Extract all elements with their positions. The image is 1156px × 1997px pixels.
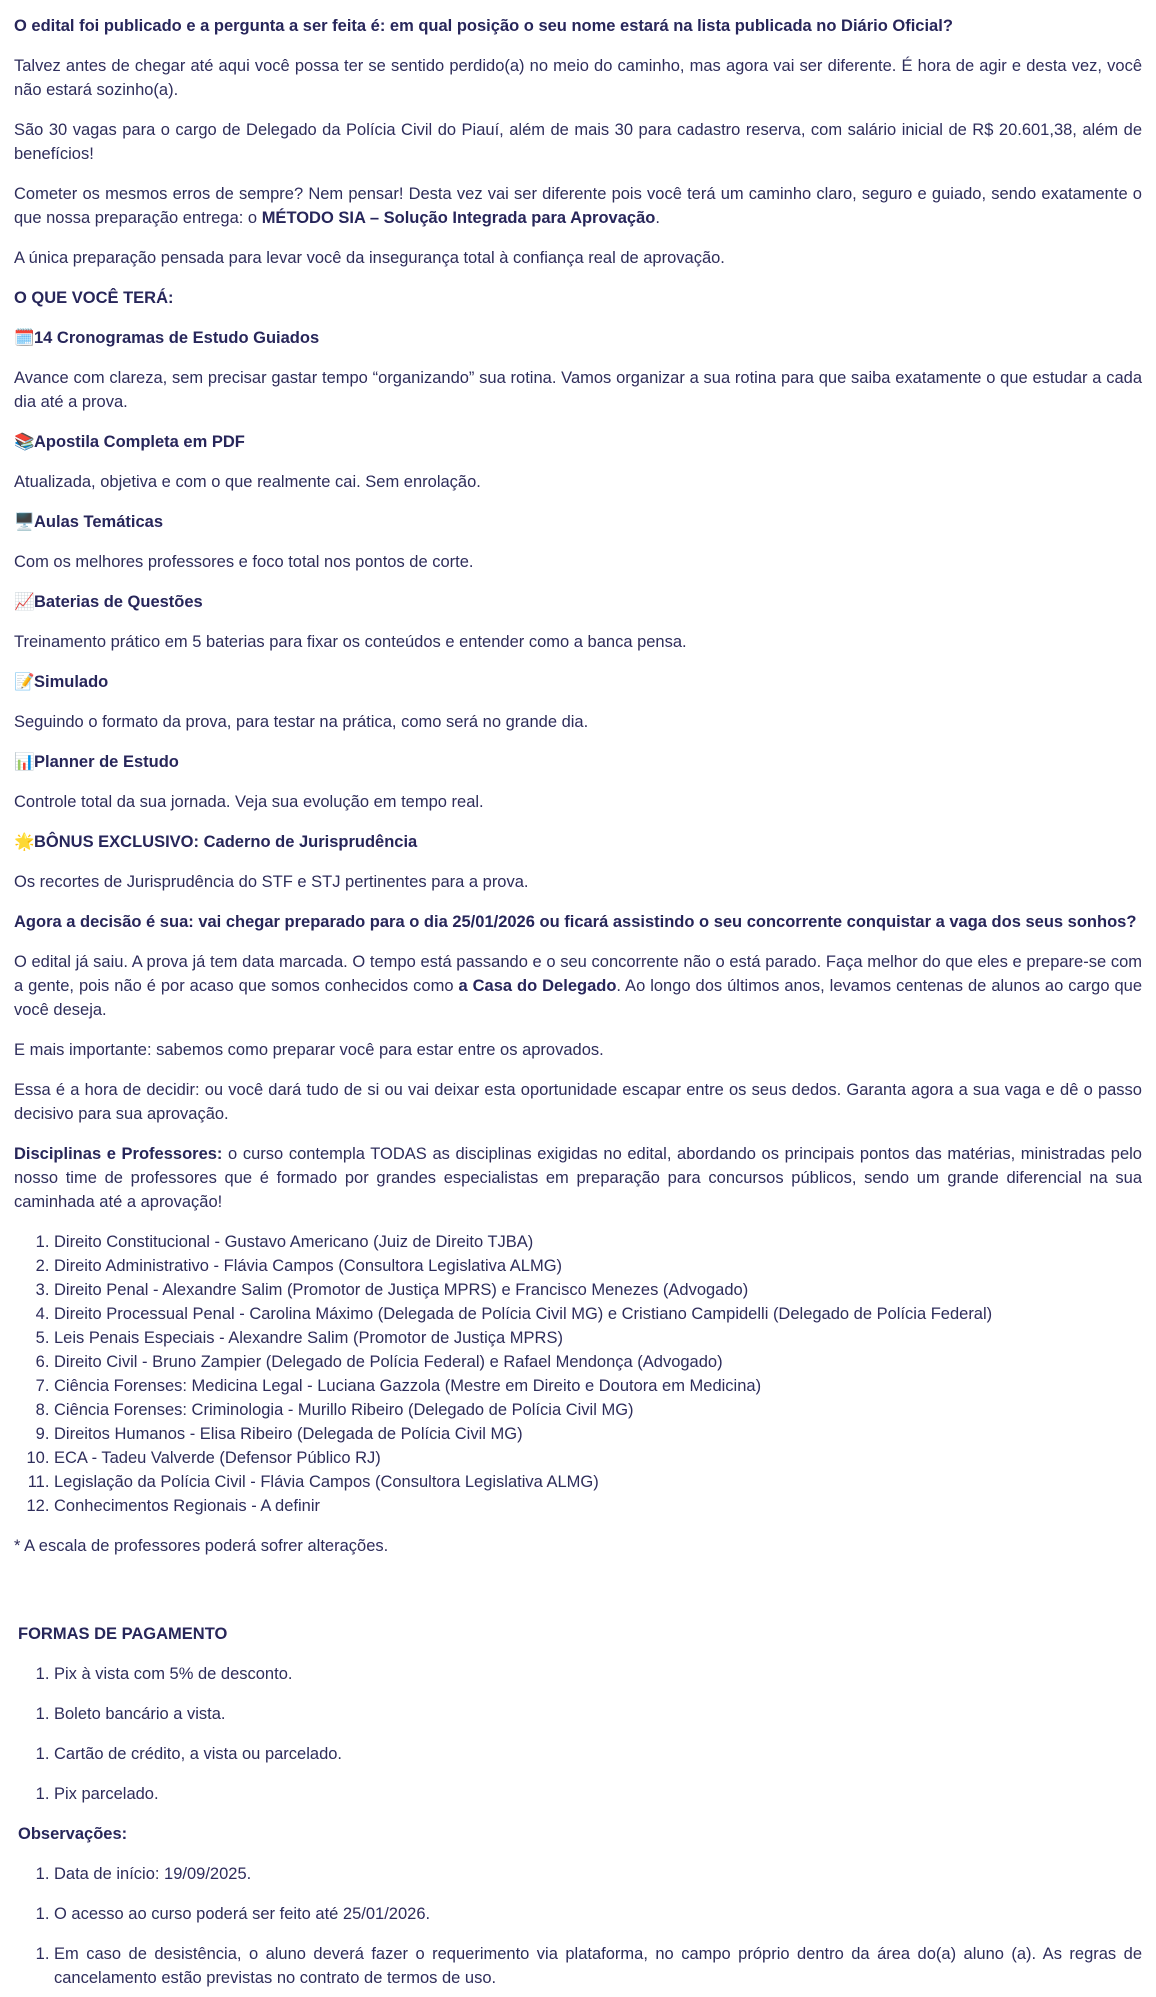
feature-title-text: 14 Cronogramas de Estudo Guiados	[34, 329, 320, 347]
disciplines-label: Disciplinas e Professores:	[14, 1145, 223, 1163]
list-item: 9. Direitos Humanos - Elisa Ribeiro (Delegada de Polícia Civil MG)	[54, 1422, 1142, 1446]
notes-list	[14, 1902, 1142, 1926]
list-item: 4. Direito Processual Penal - Carolina Máximo (Delegada de Polícia Civil MG) e Cristiano Campidelli (Delegado de Polícia Federal)	[54, 1302, 1142, 1326]
list-item: 5. Leis Penais Especiais - Alexandre Salim (Promotor de Justiça MPRS)	[54, 1326, 1142, 1350]
feature-title-text: Planner de Estudo	[34, 753, 179, 771]
notes-list	[14, 1862, 1142, 1886]
notes-heading	[14, 1822, 1142, 1846]
feature-description: Controle total da sua jornada. Veja sua evolução em tempo real.	[14, 793, 484, 811]
list-item: 12. Conhecimentos Regionais - A definir	[54, 1494, 1142, 1518]
feature-title	[14, 590, 1142, 614]
features-list	[14, 326, 1142, 894]
feature-title	[14, 326, 1142, 350]
paragraph-preparation: A única preparação pensada para levar você da insegurança total à confiança real de aprovação.	[14, 249, 725, 267]
payment-list	[14, 1662, 1142, 1686]
paragraph-disciplines	[14, 1142, 1142, 1214]
paragraph-important: E mais importante: sabemos como preparar você para estar entre os aprovados.	[14, 1041, 604, 1059]
feature-description: Avance com clareza, sem precisar gastar tempo “organizando” sua rotina. Vamos organizar a sua rotina para que saiba exatamente o que estudar a cada dia até a prova.	[14, 369, 1142, 411]
feature-description: Os recortes de Jurisprudência do STF e STJ pertinentes para a prova.	[14, 873, 529, 891]
list-item: 2. Direito Administrativo - Flávia Campos (Consultora Legislativa ALMG)	[54, 1254, 1142, 1278]
calendar-icon: 🗓️	[14, 329, 35, 347]
list-item: 1. Data de início: 19/09/2025.	[54, 1862, 1142, 1886]
what-you-get-heading-text: O QUE VOCÊ TERÁ:	[14, 289, 174, 307]
list-item: 11. Legislação da Polícia Civil - Flávia Campos (Consultora Legislativa ALMG)	[54, 1470, 1142, 1494]
list-item: 1. Em caso de desistência, o aluno deverá fazer o requerimento via plataforma, no campo próprio dentro da área do(a) aluno (a). As regras de cancelamento estão previstas no contrato de termos de uso.	[54, 1942, 1142, 1990]
payment-heading	[14, 1622, 1142, 1646]
disciplines-list	[14, 1230, 1142, 1518]
feature-title	[14, 830, 1142, 854]
feature-title	[14, 510, 1142, 534]
method-text-end: .	[655, 209, 660, 227]
feature-title	[14, 670, 1142, 694]
feature-title-text: BÔNUS EXCLUSIVO: Caderno de Jurisprudência	[34, 833, 418, 851]
paragraph-edital	[14, 950, 1142, 1022]
list-item: 6. Direito Civil - Bruno Zampier (Delegado de Polícia Federal) e Rafael Mendonça (Advogado)	[54, 1350, 1142, 1374]
list-item: 3. Direito Penal - Alexandre Salim (Promotor de Justiça MPRS) e Francisco Menezes (Advogado)	[54, 1278, 1142, 1302]
feature-title-text: Baterias de Questões	[34, 593, 203, 611]
list-item: 1. O acesso ao curso poderá ser feito até 25/01/2026.	[54, 1902, 1142, 1926]
chart-up-icon: 📈	[14, 593, 35, 611]
paragraph-intro: Talvez antes de chegar até aqui você possa ter se sentido perdido(a) no meio do caminho, mas agora vai ser diferente. É hora de agir e desta vez, você não estará sozinho(a).	[14, 57, 1142, 99]
method-text: Cometer os mesmos erros de sempre? Nem pensar! Desta vez vai ser diferente pois você terá um caminho claro, seguro e guiado, sendo exatamente o que nossa preparação entrega: o	[14, 185, 1142, 227]
feature-title-text: Apostila Completa em PDF	[34, 433, 245, 451]
feature-title	[14, 430, 1142, 454]
what-you-get-heading	[14, 286, 1142, 310]
books-icon: 📚	[14, 433, 35, 451]
decision-question-text: Agora a decisão é sua: vai chegar preparado para o dia 25/01/2026 ou ficará assistindo o seu concorrente conquistar a vaga dos seus sonhos?	[14, 913, 1137, 931]
feature-description: Com os melhores professores e foco total nos pontos de corte.	[14, 553, 474, 571]
monitor-icon: 🖥️	[14, 513, 35, 531]
payment-list	[14, 1742, 1142, 1766]
list-item: 1. Boleto bancário a vista.	[54, 1702, 1142, 1726]
list-item: 1. Pix parcelado.	[54, 1782, 1142, 1806]
paragraph-decide: Essa é a hora de decidir: ou você dará tudo de si ou vai deixar esta oportunidade escapar entre os seus dedos. Garanta agora a sua vaga e dê o passo decisivo para sua aprovação.	[14, 1081, 1142, 1123]
method-name: MÉTODO SIA – Solução Integrada para Aprovação	[261, 209, 656, 227]
list-item: 1. Cartão de crédito, a vista ou parcelado.	[54, 1742, 1142, 1766]
bar-chart-icon: 📊	[14, 753, 35, 771]
payment-list	[14, 1702, 1142, 1726]
edital-text-end: . Ao longo dos últimos anos, levamos centenas de alunos ao cargo que você deseja.	[14, 977, 1142, 1019]
intro-question-text: O edital foi publicado e a pergunta a ser feita é: em qual posição o seu nome estará na lista publicada no Diário Oficial?	[14, 17, 953, 35]
paragraph-vacancies: São 30 vagas para o cargo de Delegado da Polícia Civil do Piauí, além de mais 30 para cadastro reserva, com salário inicial de R$ 20.601,38, além de benefícios!	[14, 121, 1142, 163]
payment-heading-text: FORMAS DE PAGAMENTO	[18, 1625, 228, 1643]
list-item: 8. Ciência Forenses: Criminologia - Murillo Ribeiro (Delegado de Polícia Civil MG)	[54, 1398, 1142, 1422]
feature-description: Seguindo o formato da prova, para testar na prática, como será no grande dia.	[14, 713, 589, 731]
feature-title-text: Aulas Temáticas	[34, 513, 164, 531]
edital-text: O edital já saiu. A prova já tem data marcada. O tempo está passando e o seu concorrente não o está parado. Faça melhor do que eles e prepare-se com a gente, pois não é por acaso que somos conhecidos como	[14, 953, 1142, 995]
disciplines-text: o curso contempla TODAS as disciplinas exigidas no edital, abordando os principais pontos das matérias, ministradas pelo nosso time de professores que é formado por grandes especialistas em preparação para concursos públicos, sendo um grande diferencial na sua caminhada até a aprovação!	[14, 1145, 1142, 1211]
payment-list	[14, 1782, 1142, 1806]
notes-heading-text: Observações:	[18, 1825, 128, 1843]
spacer	[14, 1574, 1142, 1622]
star-icon: 🌟	[14, 833, 35, 851]
feature-description: Atualizada, objetiva e com o que realmente cai. Sem enrolação.	[14, 473, 481, 491]
list-item: 7. Ciência Forenses: Medicina Legal - Luciana Gazzola (Mestre em Direito e Doutora em Medicina)	[54, 1374, 1142, 1398]
notes-list	[14, 1942, 1142, 1990]
intro-question	[14, 14, 1142, 38]
feature-description: Treinamento prático em 5 baterias para fixar os conteúdos e entender como a banca pensa.	[14, 633, 687, 651]
decision-question	[14, 910, 1142, 934]
teachers-note: * A escala de professores poderá sofrer alterações.	[14, 1537, 389, 1555]
feature-title-text: Simulado	[34, 673, 109, 691]
list-item: 1. Pix à vista com 5% de desconto.	[54, 1662, 1142, 1686]
feature-title	[14, 750, 1142, 774]
casa-do-delegado: a Casa do Delegado	[458, 977, 617, 995]
memo-icon: 📝	[14, 673, 35, 691]
paragraph-method	[14, 182, 1142, 230]
list-item: 10. ECA - Tadeu Valverde (Defensor Público RJ)	[54, 1446, 1142, 1470]
list-item: 1. Direito Constitucional - Gustavo Americano (Juiz de Direito TJBA)	[54, 1230, 1142, 1254]
